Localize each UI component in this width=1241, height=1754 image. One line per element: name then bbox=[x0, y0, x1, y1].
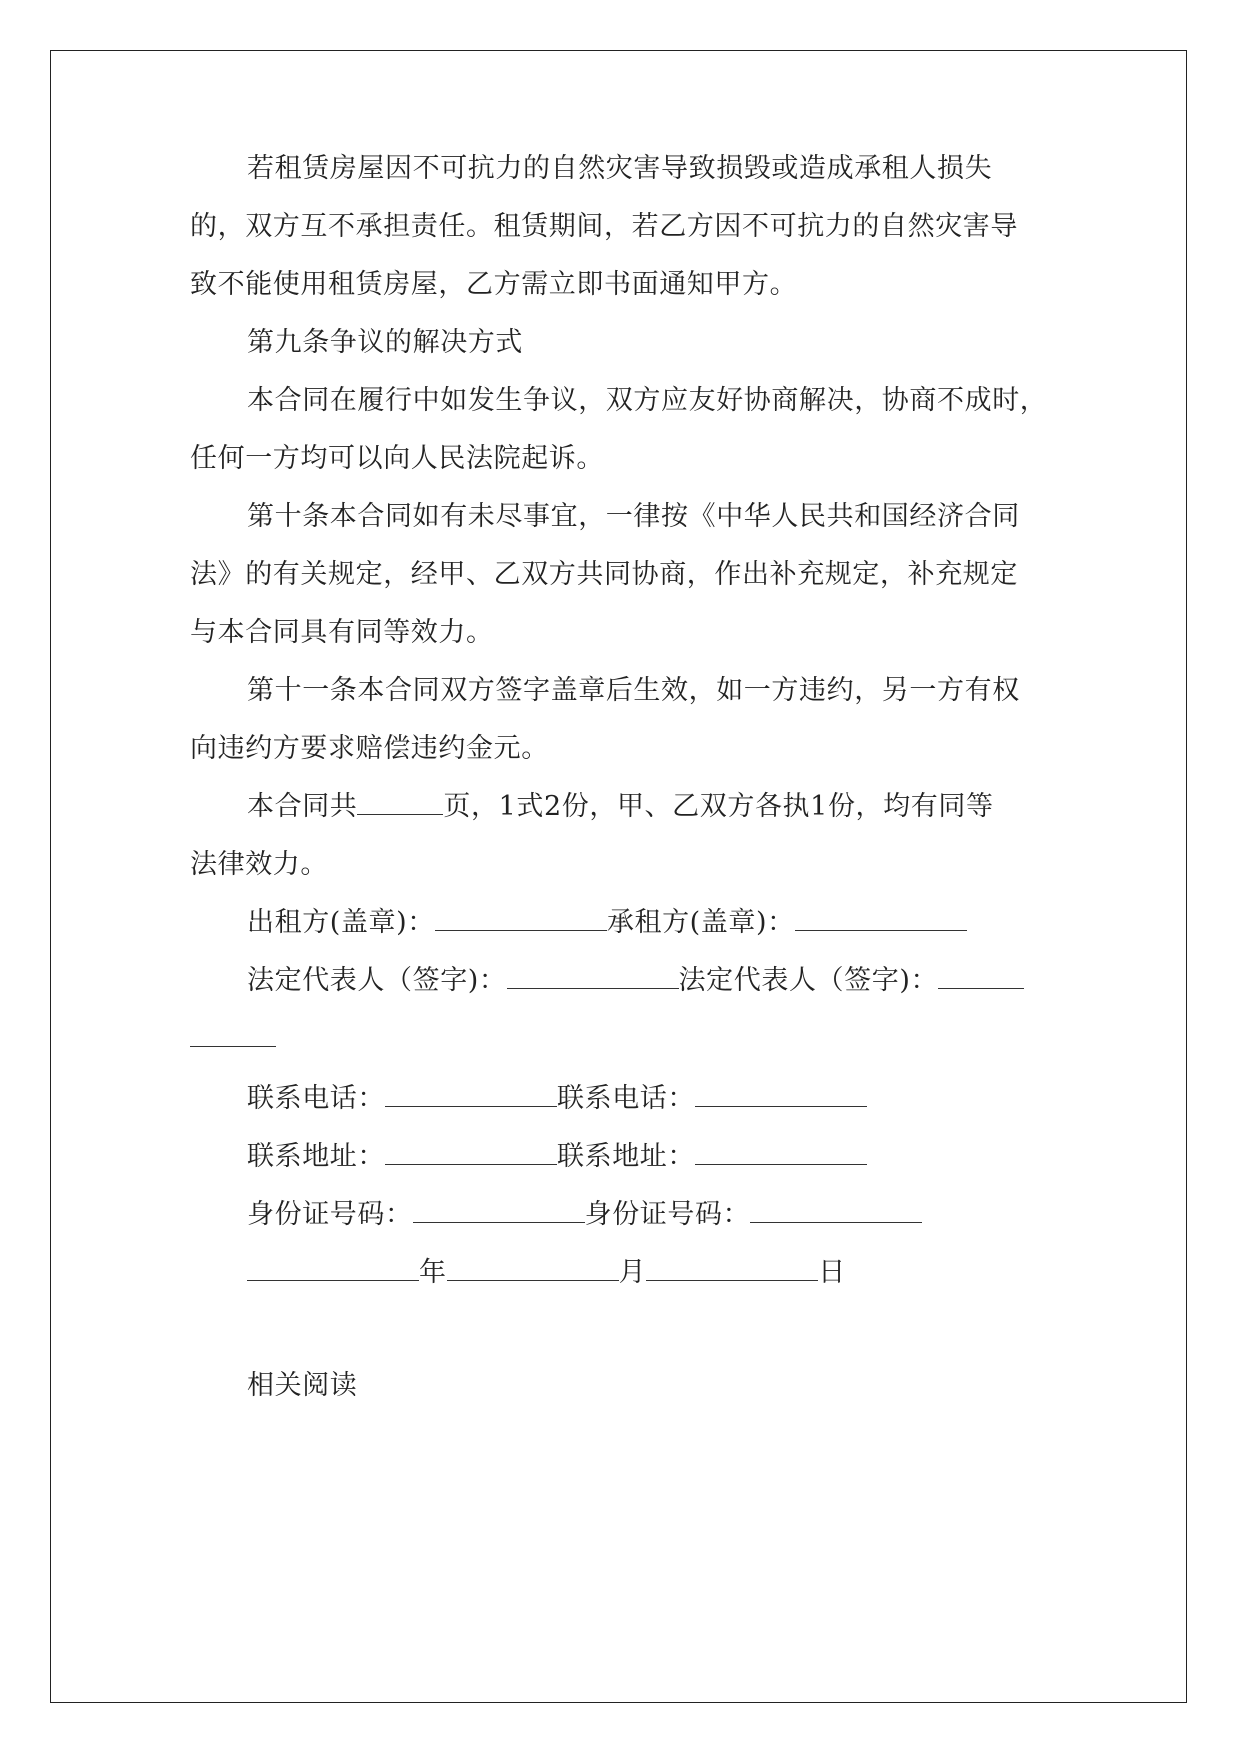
day-label: 日 bbox=[818, 1257, 846, 1288]
address-line bbox=[247, 1141, 1117, 1173]
day-blank bbox=[646, 1258, 818, 1281]
article-9-heading: 第九条争议的解决方式 bbox=[247, 327, 523, 358]
legal-rep-label-1: 法定代表人（签字)： bbox=[247, 965, 507, 996]
address-blank-1 bbox=[385, 1142, 557, 1165]
year-blank bbox=[247, 1258, 419, 1281]
phone-label-2: 联系电话： bbox=[557, 1083, 695, 1114]
paragraph-line: 第十条本合同如有未尽事宜，一律按《中华人民共和国经济合同 bbox=[247, 501, 1020, 532]
legal-rep-blank-2b bbox=[190, 1024, 276, 1047]
month-label: 月 bbox=[618, 1257, 647, 1288]
lessee-seal-label: 承租方(盖章)： bbox=[606, 907, 795, 938]
phone-blank-1 bbox=[385, 1084, 557, 1107]
legal-rep-line bbox=[247, 965, 1117, 997]
legal-rep-label-2: 法定代表人（签字)： bbox=[678, 965, 939, 996]
id-label-1: 身份证号码： bbox=[247, 1199, 413, 1230]
month-blank bbox=[447, 1258, 619, 1281]
address-label-1: 联系地址： bbox=[247, 1141, 385, 1172]
paragraph-line: 任何一方均可以向人民法院起诉。 bbox=[190, 443, 604, 474]
page-count-blank bbox=[357, 792, 443, 815]
paragraph-line: 若租赁房屋因不可抗力的自然灾害导致损毁或造成承租人损失 bbox=[247, 153, 993, 184]
paragraph-line: 向违约方要求赔偿违约金元。 bbox=[190, 733, 549, 764]
paragraph-line: 第十一条本合同双方签字盖章后生效，如一方违约，另一方有权 bbox=[247, 675, 1020, 706]
id-blank-1 bbox=[413, 1200, 585, 1223]
paragraph-line: 致不能使用租赁房屋，乙方需立即书面通知甲方。 bbox=[190, 269, 798, 300]
page-count-prefix: 本合同共 bbox=[247, 791, 358, 822]
page-count-line bbox=[247, 791, 1117, 823]
lessor-seal-label: 出租方(盖章)： bbox=[247, 907, 435, 938]
id-line bbox=[247, 1199, 1117, 1231]
id-blank-2 bbox=[750, 1200, 922, 1223]
lessee-seal-blank bbox=[795, 908, 967, 931]
paragraph-line: 与本合同具有同等效力。 bbox=[190, 617, 494, 648]
year-label: 年 bbox=[419, 1257, 447, 1288]
id-label-2: 身份证号码： bbox=[584, 1199, 751, 1230]
legal-rep-blank-2a bbox=[938, 966, 1024, 989]
phone-blank-2 bbox=[695, 1084, 867, 1107]
paragraph-line: 的，双方互不承担责任。租赁期间，若乙方因不可抗力的自然灾害导 bbox=[190, 211, 1018, 242]
lessor-seal-blank bbox=[435, 908, 607, 931]
address-blank-2 bbox=[695, 1142, 867, 1165]
page-count-suffix: 页，1式2份，甲、乙双方各执1份，均有同等 bbox=[443, 791, 994, 822]
related-reading-heading: 相关阅读 bbox=[247, 1370, 358, 1401]
paragraph-line: 法》的有关规定，经甲、乙双方共同协商，作出补充规定，补充规定 bbox=[190, 559, 1018, 590]
paragraph-line: 本合同在履行中如发生争议，双方应友好协商解决，协商不成时， bbox=[247, 385, 1048, 416]
paragraph-line: 法律效力。 bbox=[190, 849, 328, 880]
phone-line bbox=[247, 1083, 1117, 1115]
address-label-2: 联系地址： bbox=[557, 1141, 695, 1172]
legal-rep-continuation bbox=[190, 1023, 1060, 1055]
seal-line bbox=[247, 907, 1117, 939]
phone-label-1: 联系电话： bbox=[247, 1083, 385, 1114]
date-line bbox=[247, 1257, 1117, 1289]
legal-rep-blank-1 bbox=[507, 966, 679, 989]
